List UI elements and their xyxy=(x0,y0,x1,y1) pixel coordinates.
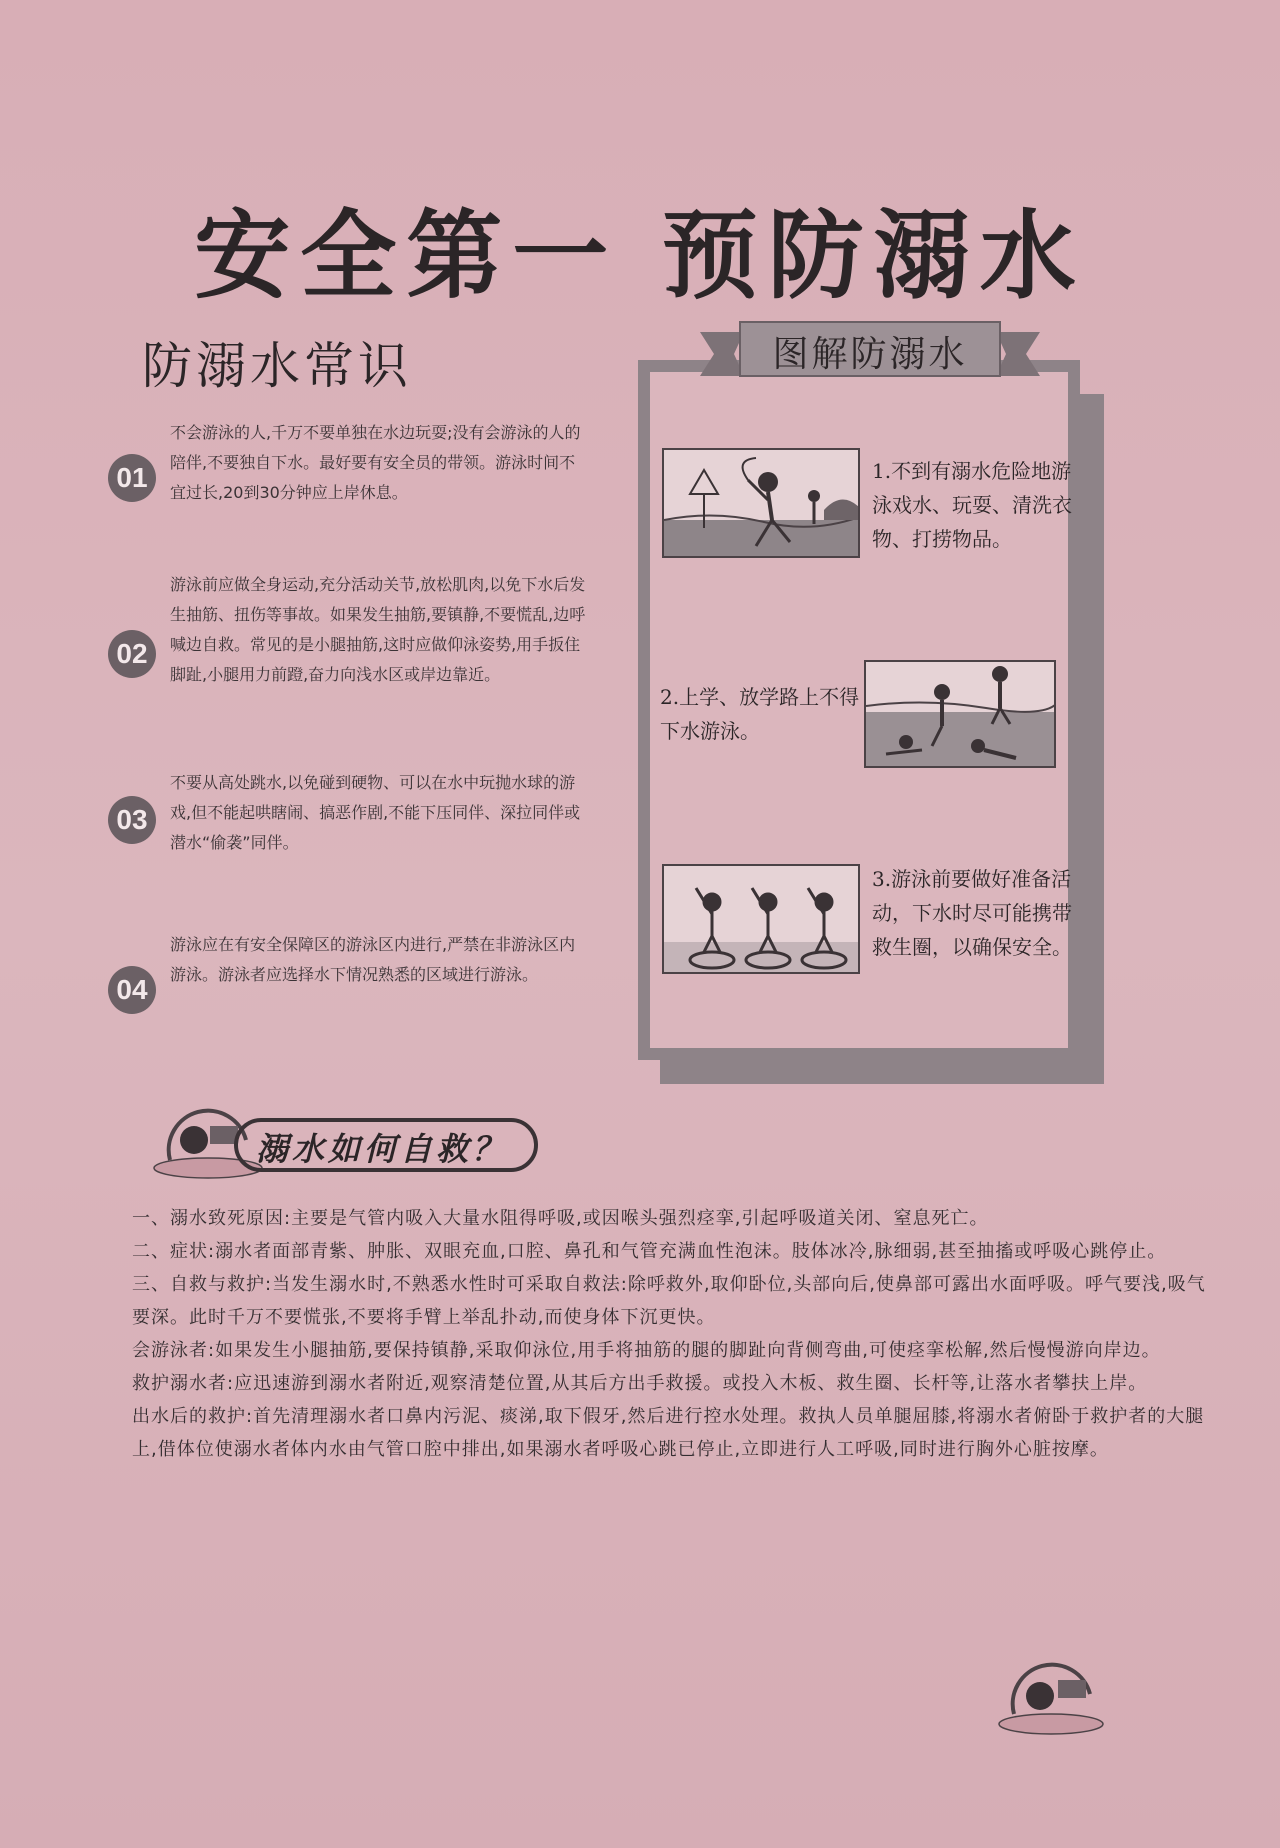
illustration-1-caption: 1.不到有溺水危险地游泳戏水、玩耍、清洗衣物、打捞物品。 xyxy=(872,459,1072,551)
rescue-paragraph: 救护溺水者:应迅速游到溺水者附近,观察清楚位置,从其后方出手救援。或投入木板、救生圈、长杆等,让落水者攀扶上岸。 xyxy=(132,1373,1148,1394)
river-play-drawing xyxy=(664,450,860,558)
tip-number: 02 xyxy=(108,630,156,678)
illustration-3-caption: 3.游泳前要做好准备活动，下水时尽可能携带救生圈，以确保安全。 xyxy=(872,867,1072,959)
corner-logo-drawing xyxy=(996,1650,1106,1740)
illustration-warm-up xyxy=(662,864,860,974)
knowledge-heading: 防溺水常识 xyxy=(142,337,412,395)
school-road-drawing xyxy=(866,662,1056,768)
tip-number: 01 xyxy=(108,454,156,502)
rescue-paragraph: 二、症状:溺水者面部青紫、肿胀、双眼充血,口腔、鼻孔和气管充满血性泡沫。肢体冰冷,脉细弱,甚至抽搐或呼吸心跳停止。 xyxy=(132,1241,1167,1262)
illustration-school-road xyxy=(864,660,1056,768)
tip-number: 03 xyxy=(108,796,156,844)
tip-text: 游泳应在有安全保障区的游泳区内进行,严禁在非游泳区内游泳。游泳者应选择水下情况熟悉的区域进行游泳。 xyxy=(170,935,576,984)
poster-title: 安全第一 预防溺水 xyxy=(194,200,1086,312)
rescue-heading: 溺水如何自救？ xyxy=(256,1130,509,1168)
rescue-paragraph: 一、溺水致死原因:主要是气管内吸入大量水阻得呼吸,或因喉头强烈痉挛,引起呼吸道关闭、窒息死亡。 xyxy=(132,1208,989,1229)
rescue-paragraph: 三、自救与救护:当发生溺水时,不熟悉水性时可采取自救法:除呼救外,取仰卧位,头部向后,使鼻部可露出水面呼吸。呼气要浅,吸气要深。此时千万不要慌张,不要将手臂上举乱扑动,而使身体下沉更快。 xyxy=(132,1274,1206,1328)
warm-up-drawing xyxy=(664,866,860,974)
rescue-body xyxy=(132,1202,1222,1466)
tip-text: 游泳前应做全身运动,充分活动关节,放松肌肉,以免下水后发生抽筋、扭伤等事故。如果发生抽筋,要镇静,不要慌乱,边呼喊边自救。常见的是小腿抽筋,这时应做仰泳姿势,用手扳住脚趾,小腿用力前蹬,奋力向浅水区或岸边靠近。 xyxy=(170,575,586,684)
tip-text: 不要从高处跳水,以免碰到硬物、可以在水中玩抛水球的游戏,但不能起哄瞎闹、搞恶作剧,不能下压同伴、深拉同伴或潜水“偷袭”同伴。 xyxy=(170,773,581,852)
illustration-river-play xyxy=(662,448,860,558)
tip-number: 04 xyxy=(108,966,156,1014)
rescue-paragraph: 出水后的救护:首先清理溺水者口鼻内污泥、痰涕,取下假牙,然后进行控水处理。救执人员单腿屈膝,将溺水者俯卧于救护者的大腿上,借体位使溺水者体内水由气管口腔中排出,如果溺水者呼吸心跳已停止,立即进行人工呼吸,同时进行胸外心脏按摩。 xyxy=(132,1406,1205,1460)
corner-logo xyxy=(996,1650,1106,1740)
illustration-2-caption: 2.上学、放学路上不得下水游泳。 xyxy=(660,685,860,743)
illustrated-ribbon xyxy=(700,320,1040,384)
rescue-paragraph: 会游泳者:如果发生小腿抽筋,要保持镇静,采取仰泳位,用手将抽筋的腿的脚趾向背侧弯曲,可使痉挛松解,然后慢慢游向岸边。 xyxy=(132,1340,1161,1361)
tip-text: 不会游泳的人,千万不要单独在水边玩耍;没有会游泳的人的陪伴,不要独自下水。最好要有安全员的带领。游泳时间不宜过长,20到30分钟应上岸休息。 xyxy=(170,423,581,502)
illustrated-heading: 图解防溺水 xyxy=(772,334,968,375)
